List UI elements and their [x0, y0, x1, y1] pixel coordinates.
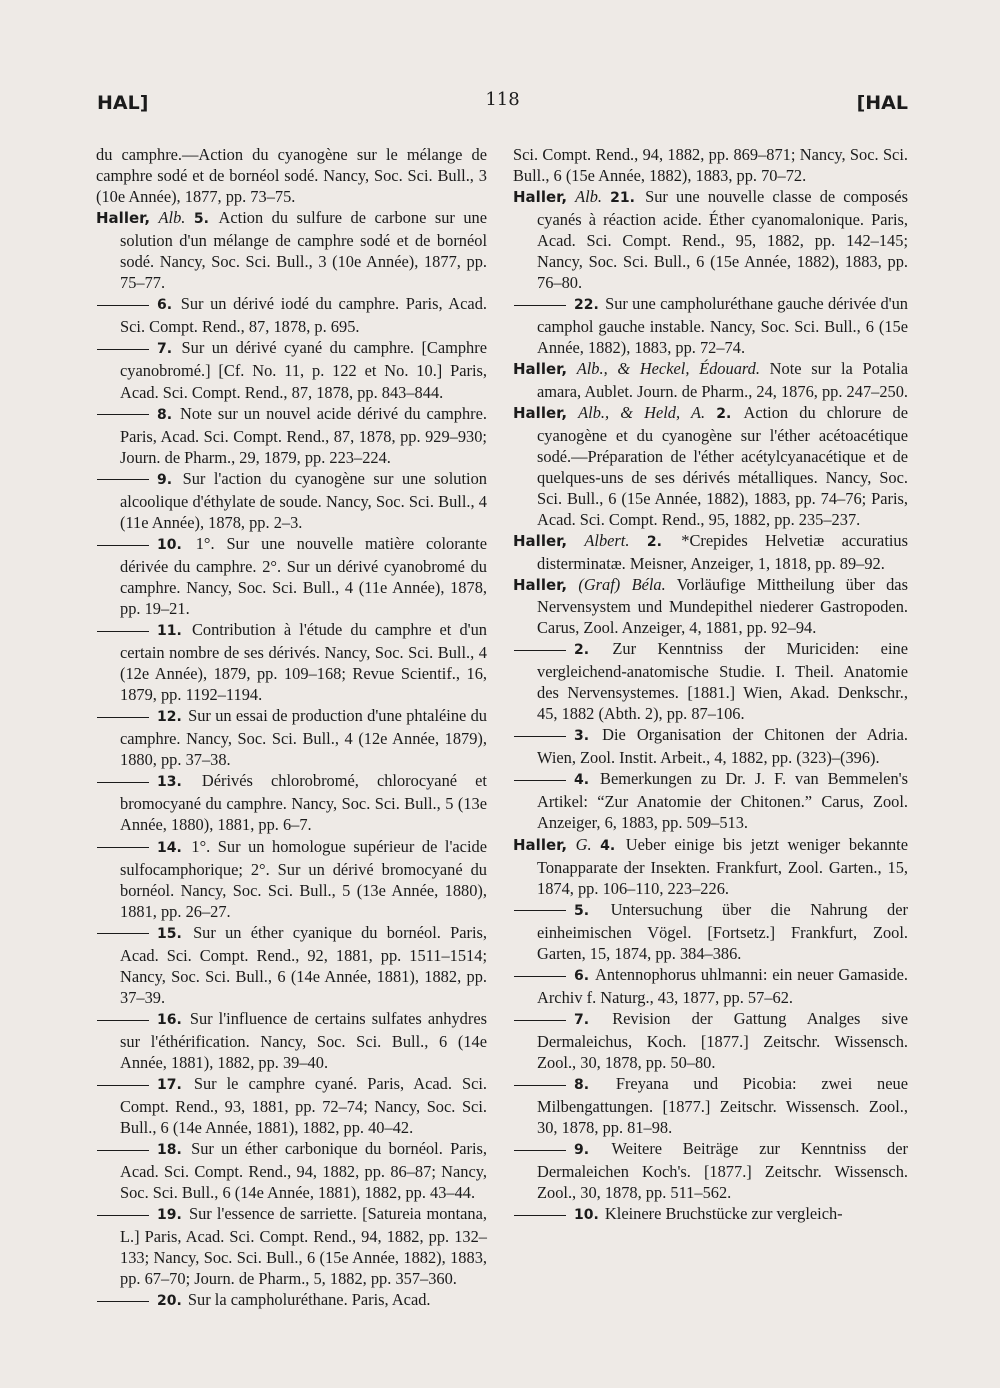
left-column: [96, 144, 487, 1313]
bibliography-entry: [513, 574, 908, 638]
bibliography-entry: [96, 468, 487, 533]
entry-number: 2.: [574, 642, 590, 659]
bibliography-entry: [513, 724, 908, 768]
entry-text: du camphre.—Action du cyanogène sur le mélange de camphre sodé et de bornéol sodé. Nancy, Soc. Sci. Bull., 3 (10e Année), 1877, pp. 73–75.: [96, 145, 487, 207]
entry-text: Action du chlorure de cyanogène et du cyanogène sur l'éther acétoacétique sodé.—Préparation de l'éther acétylcyanacétique et de quelques-uns de ses dérivés métalliques. Nancy, Soc. Sci. Bull., 6 (15e Année, 1882), 1883, pp. 74–76; Paris, Acad. Sci. Compt. Rend., 95, 1882, pp. 235–237.: [537, 402, 908, 529]
entry-text: Note sur la Potalia amara, Aublet. Journ. de Pharm., 24, 1876, pp. 247–250.: [537, 359, 909, 401]
entry-text: Zur Kenntniss der Muriciden: eine vergleichend-anatomische Studie. I. Theil. Anatomie des Nervensystemes. [1881.] Wien, Akad. Denkschr., 45, 1882 (Abth. 2), pp. 87–106.: [537, 639, 908, 724]
bibliography-entry: [96, 337, 487, 402]
entry-text: Action du sulfure de carbone sur une solution d'un mélange de camphre sodé et de bornéol sodé. Nancy, Soc. Sci. Bull., 3 (10e Année), 1877, pp. 75–77.: [120, 208, 488, 293]
entry-number: 9.: [157, 471, 173, 488]
bibliography-entry: [513, 834, 908, 899]
author-given-name: Alb.: [575, 187, 603, 207]
entry-number: 16.: [157, 1011, 182, 1028]
author-given-name: Albert.: [584, 530, 630, 550]
bibliography-entry: [513, 186, 908, 293]
bibliography-entry: [96, 836, 487, 922]
entry-number: 17.: [157, 1077, 182, 1094]
bibliography-entry: [96, 207, 487, 293]
entry-number: 19.: [157, 1207, 182, 1224]
ditto-dash: [97, 717, 149, 718]
entry-text: Ueber einige bis jetzt weniger bekannte Tonapparate der Insekten. Frankfurt, Zool. Garten., 15, 1874, pp. 106–110, 223–226.: [537, 834, 908, 898]
bibliography-entry: [96, 1073, 487, 1138]
entry-number: 3.: [574, 728, 590, 745]
entry-number: 13.: [157, 774, 182, 791]
entry-number: 12.: [157, 709, 182, 726]
entry-number: 10.: [157, 536, 182, 553]
entry-number: 4.: [600, 837, 616, 854]
bibliography-entry: [96, 770, 487, 835]
entry-text: Die Organisation der Chitonen der Adria. Wien, Zool. Instit. Arbeit., 4, 1882, pp. (323)–(396).: [537, 725, 908, 768]
ditto-dash: [97, 1301, 149, 1302]
bibliography-entry: [513, 1138, 908, 1203]
entry-number: 8.: [574, 1077, 590, 1094]
ditto-dash: [514, 650, 566, 651]
author-name: Haller,: [513, 835, 568, 854]
entry-number: 6.: [157, 297, 173, 314]
entry-number: 21.: [610, 190, 635, 207]
running-head-left: HAL]: [97, 92, 149, 114]
entry-number: 2.: [716, 405, 732, 422]
entry-text: Contribution à l'étude du camphre et d'un certain nombre de ses dérivés. Nancy, Soc. Sci. Bull., 4 (12e Année), 1879, pp. 109–168; Revue Scientif., 16, 1879, pp. 1192–1194.: [120, 620, 487, 705]
ditto-dash: [97, 414, 149, 415]
entry-text: 1°. Sur un homologue supérieur de l'acide sulfocamphorique; 2°. Sur un dérivé bromocyané du bornéol. Nancy, Soc. Sci. Bull., 5 (13e Année, 1880), 1881, pp. 26–27.: [120, 836, 487, 921]
entry-number: 20.: [157, 1293, 182, 1310]
entry-text: Sur un dérivé iodé du camphre. Paris, Acad. Sci. Compt. Rend., 87, 1878, p. 695.: [120, 294, 487, 337]
author-given-name: (Graf) Béla.: [578, 574, 666, 594]
author-name: Haller,: [513, 188, 568, 207]
bibliography-entry: [96, 1008, 487, 1073]
ditto-dash: [97, 933, 149, 934]
entry-text: Sur un essai de production d'une phtaléine du camphre. Nancy, Soc. Sci. Bull., 4 (12e Année, 1879), 1880, pp. 37–38.: [120, 706, 487, 770]
entry-number: 4.: [574, 772, 590, 789]
ditto-dash: [97, 847, 149, 848]
bibliography-entry: [96, 922, 487, 1008]
entry-text: Sur un éther cyanique du bornéol. Paris, Acad. Sci. Compt. Rend., 92, 1881, pp. 1511–1514; Nancy, Soc. Sci. Bull., 6 (14e Année, 1881), 1882, pp. 37–39.: [120, 922, 487, 1007]
author-name: Haller,: [513, 403, 568, 422]
entry-text: Kleinere Bruchstücke zur vergleich-: [604, 1204, 843, 1224]
bibliography-entry: [513, 358, 908, 401]
entry-text: Vorläufige Mittheilung über das Nervensystem und Mundepithel niederer Gastropoden. Carus, Zool. Anzeiger, 4, 1881, pp. 92–94.: [537, 574, 908, 638]
bibliography-entry: [513, 964, 908, 1008]
entry-number: 15.: [157, 925, 182, 942]
ditto-dash: [514, 910, 566, 911]
bibliography-entry: [96, 403, 487, 468]
entry-text: Sur une campholuréthane gauche dérivée d'un camphol gauche instable. Nancy, Soc. Sci. Bull., 6 (15e Année, 1882), 1883, pp. 72–74.: [537, 294, 908, 358]
entry-number: 5.: [193, 211, 209, 228]
bibliography-entry: [96, 705, 487, 770]
entry-text: *Crepides Helvetiæ accuratius disterminatæ. Meisner, Anzeiger, 1, 1818, pp. 89–92.: [537, 530, 909, 573]
entry-number: 6.: [574, 967, 590, 984]
ditto-dash: [514, 305, 566, 306]
ditto-dash: [97, 479, 149, 480]
entry-text: Sur un dérivé cyané du camphre. [Camphre cyanobromé.] [Cf. No. 11, p. 122 et No. 10.] Paris, Acad. Sci. Compt. Rend., 87, 1878, pp. 843–844.: [120, 338, 487, 402]
ditto-dash: [514, 976, 566, 977]
ditto-dash: [97, 1085, 149, 1086]
entry-number: 10.: [574, 1207, 599, 1224]
bibliography-entry: [513, 530, 908, 574]
author-name: Haller,: [513, 360, 568, 379]
entry-text: 1°. Sur une nouvelle matière colorante dérivée du camphre. 2°. Sur un dérivé cyanobromé du camphre. Nancy, Soc. Sci. Bull., 4 (11e Année), 1878, pp. 19–21.: [120, 533, 487, 618]
page-number: 118: [485, 89, 520, 110]
entry-number: 8.: [157, 406, 173, 423]
bibliography-entry: [96, 533, 487, 619]
ditto-dash: [514, 736, 566, 737]
running-head-right: [HAL: [856, 92, 908, 114]
entry-text: Sci. Compt. Rend., 94, 1882, pp. 869–871; Nancy, Soc. Sci. Bull., 6 (15e Année, 1882), 1883, pp. 70–72.: [513, 145, 908, 186]
entry-text: Weitere Beiträge zur Kenntniss der Dermaleichen Koch's. [1877.] Zeitschr. Wissensch. Zool., 30, 1878, pp. 511–562.: [537, 1139, 908, 1203]
bibliography-entry: [96, 1289, 487, 1312]
entry-text: Dérivés chlorobromé, chlorocyané et bromocyané du camphre. Nancy, Soc. Sci. Bull., 5 (13e Année, 1880), 1881, pp. 6–7.: [120, 771, 487, 835]
ditto-dash: [514, 1020, 566, 1021]
ditto-dash: [514, 1085, 566, 1086]
bibliography-entry: [513, 402, 908, 530]
entry-text: Sur la campholuréthane. Paris, Acad.: [187, 1290, 431, 1310]
entry-number: 11.: [157, 623, 182, 640]
author-name: Haller,: [96, 209, 151, 228]
ditto-dash: [97, 545, 149, 546]
entry-number: 14.: [157, 839, 182, 856]
bibliography-entry: [96, 144, 487, 207]
author-given-name: G.: [575, 834, 592, 854]
bibliography-entry: [513, 293, 908, 358]
ditto-dash: [97, 305, 149, 306]
bibliography-entry: [96, 293, 487, 337]
ditto-dash: [97, 1215, 149, 1216]
ditto-dash: [97, 631, 149, 632]
author-given-name: Alb., & Heckel, Édouard.: [576, 359, 760, 379]
ditto-dash: [97, 349, 149, 350]
entry-number: 5.: [574, 902, 590, 919]
entry-text: Bemerkungen zu Dr. J. F. van Bemmelen's Artikel: “Zur Anatomie der Chitonen.” Carus, Zool. Anzeiger, 6, 1883, pp. 509–513.: [537, 769, 908, 833]
ditto-dash: [514, 1215, 566, 1216]
entry-number: 7.: [157, 341, 173, 358]
bibliography-entry: [96, 1138, 487, 1203]
author-name: Haller,: [513, 575, 568, 594]
entry-text: Sur le camphre cyané. Paris, Acad. Sci. Compt. Rend., 93, 1881, pp. 72–74; Nancy, Soc. Sci. Bull., 6 (14e Année, 1881), 1882, pp. 40–42.: [120, 1074, 487, 1138]
bibliography-entry: [513, 144, 908, 186]
entry-text: Sur l'essence de sarriette. [Satureia montana, L.] Paris, Acad. Sci. Compt. Rend., 94, 1882, pp. 132–133; Nancy, Soc. Sci. Bull., 6 (15e Année, 1882), 1883, pp. 67–70; Journ. de Pharm., 5, 1882, pp. 357–360.: [120, 1204, 487, 1289]
ditto-dash: [514, 780, 566, 781]
page-header: [97, 89, 908, 126]
ditto-dash: [97, 1150, 149, 1151]
ditto-dash: [97, 1020, 149, 1021]
bibliography-entry: [513, 1203, 908, 1226]
bibliography-entry: [96, 619, 487, 705]
entry-text: Sur une nouvelle classe de composés cyanés à réaction acide. Éther cyanomalonique. Paris, Acad. Sci. Compt. Rend., 95, 1882, pp. 142–145; Nancy, Soc. Sci. Bull., 6 (15e Année, 1882), 1883, pp. 76–80.: [537, 187, 908, 293]
entry-text: Note sur un nouvel acide dérivé du camphre. Paris, Acad. Sci. Compt. Rend., 87, 1878, pp. 929–930; Journ. de Pharm., 29, 1879, pp. 223–224.: [120, 403, 487, 467]
ditto-dash: [514, 1150, 566, 1151]
bibliography-entry: [513, 768, 908, 833]
ditto-dash: [97, 782, 149, 783]
bibliography-entry: [513, 1073, 908, 1138]
entry-number: 7.: [574, 1011, 590, 1028]
entry-text: Antennophorus uhlmanni: ein neuer Gamaside. Archiv f. Naturg., 43, 1877, pp. 57–62.: [537, 964, 908, 1007]
author-name: Haller,: [513, 531, 568, 550]
author-given-name: Alb., & Held, A.: [578, 402, 706, 422]
right-column: [513, 144, 908, 1226]
entry-text: Revision der Gattung Analges sive Dermaleichus, Koch. [1877.] Zeitschr. Wissensch. Zool., 30, 1878, pp. 50–80.: [537, 1008, 908, 1072]
bibliography-entry: [513, 638, 908, 724]
bibliography-entry: [96, 1203, 487, 1289]
entry-text: Sur un éther carbonique du bornéol. Paris, Acad. Sci. Compt. Rend., 94, 1882, pp. 86–87; Nancy, Soc. Sci. Bull., 6 (14e Année, 1881), 1882, pp. 43–44.: [120, 1139, 487, 1203]
entry-text: Untersuchung über die Nahrung der einheimischen Vögel. [Fortsetz.] Frankfurt, Zool. Garten, 15, 1874, pp. 384–386.: [537, 899, 908, 963]
entry-text: Sur l'action du cyanogène sur une solution alcoolique d'éthylate de soude. Nancy, Soc. Sci. Bull., 4 (11e Année), 1878, pp. 2–3.: [120, 468, 487, 532]
entry-number: 9.: [574, 1142, 590, 1159]
author-given-name: Alb.: [158, 208, 186, 228]
bibliography-entry: [513, 1008, 908, 1073]
entry-number: 2.: [646, 533, 662, 550]
entry-text: Freyana und Picobia: zwei neue Milbengattungen. [1877.] Zeitschr. Wissensch. Zool., 30, 1878, pp. 81–98.: [537, 1074, 908, 1138]
entry-text: Sur l'influence de certains sulfates anhydres sur l'éthérification. Nancy, Soc. Sci. Bull., 6 (14e Année, 1881), 1882, pp. 39–40.: [120, 1008, 487, 1072]
bibliography-entry: [513, 899, 908, 964]
entry-number: 18.: [157, 1142, 182, 1159]
entry-number: 22.: [574, 297, 599, 314]
